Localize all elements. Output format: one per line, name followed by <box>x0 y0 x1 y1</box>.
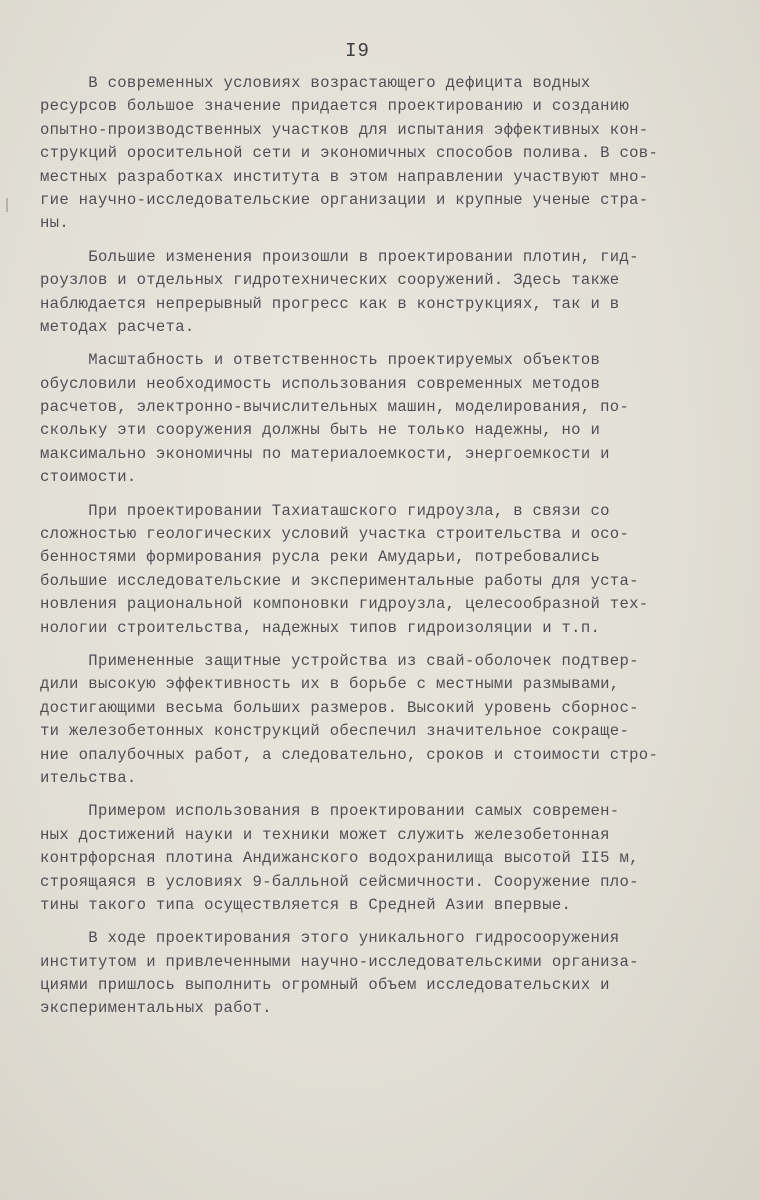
text-line: Примененные защитные устройства из свай-оболочек подтвер- <box>40 651 639 670</box>
text-line: расчетов, электронно-вычислительных машин, моделирования, по- <box>40 398 630 417</box>
margin-mark <box>6 198 8 212</box>
text-line: При проектировании Тахиаташского гидроузла, в связи со <box>40 501 610 520</box>
body-text <box>40 72 680 1021</box>
text-line: тины такого типа осуществляется в Средней Азии впервые. <box>40 895 572 914</box>
text-line: ресурсов большое значение придается проектированию и созданию <box>40 97 630 116</box>
text-line: ительства. <box>40 768 137 787</box>
text-line: гие научно-исследовательские организации и крупные ученые стра- <box>40 190 649 209</box>
text-line: ных достижений науки и техники может служить железобетонная <box>40 825 610 844</box>
text-line: максимально экономичны по материалоемкости, энергоемкости и <box>40 444 610 463</box>
text-line: ны. <box>40 214 69 233</box>
text-line: скольку эти сооружения должны быть не только надежны, но и <box>40 421 601 440</box>
text-line: строящаяся в условиях 9-балльной сейсмичности. Сооружение пло- <box>40 872 639 891</box>
text-line: местных разработках института в этом направлении участвуют мно- <box>40 167 649 186</box>
paragraph <box>40 800 680 917</box>
text-line: роузлов и отдельных гидротехнических сооружений. Здесь также <box>40 271 620 290</box>
text-line: ние опалубочных работ, а следовательно, сроков и стоимости стро- <box>40 745 659 764</box>
text-line: бенностями формирования русла реки Амударьи, потребовались <box>40 548 601 567</box>
text-line: опытно-производственных участков для испытания эффективных кон- <box>40 120 649 139</box>
text-line: сложностью геологических условий участка строительства и осо- <box>40 525 630 544</box>
text-line: экспериментальных работ. <box>40 999 272 1018</box>
text-line: новления рациональной компоновки гидроузла, целесообразной тех- <box>40 595 649 614</box>
text-line: достигающими весьма больших размеров. Высокий уровень сборнос- <box>40 698 639 717</box>
text-line: институтом и привлеченными научно-исследовательскими организа- <box>40 952 639 971</box>
text-line: большие исследовательские и экспериментальные работы для уста- <box>40 571 639 590</box>
text-line: обусловили необходимость использования современных методов <box>40 374 601 393</box>
paragraph <box>40 927 680 1021</box>
page-number: I9 <box>345 40 370 62</box>
text-line: наблюдается непрерывный прогресс как в конструкциях, так и в <box>40 294 620 313</box>
paragraph <box>40 72 680 236</box>
text-line: Масштабность и ответственность проектируемых объектов <box>40 351 601 370</box>
text-line: Примером использования в проектировании самых современ- <box>40 802 620 821</box>
text-line: нологии строительства, надежных типов гидроизоляции и т.п. <box>40 618 601 637</box>
text-line: циями пришлось выполнить огромный объем исследовательских и <box>40 976 610 995</box>
text-line: стоимости. <box>40 468 137 487</box>
text-line: Большие изменения произошли в проектировании плотин, гид- <box>40 247 639 266</box>
text-line: В ходе проектирования этого уникального гидросооружения <box>40 929 620 948</box>
text-line: контрфорсная плотина Андижанского водохранилища высотой II5 м, <box>40 849 639 868</box>
text-line: струкций оросительной сети и экономичных способов полива. В сов- <box>40 144 659 163</box>
paragraph <box>40 349 680 489</box>
text-line: дили высокую эффективность их в борьбе с местными размывами, <box>40 675 620 694</box>
paragraph <box>40 246 680 340</box>
text-line: В современных условиях возрастающего дефицита водных <box>40 74 591 92</box>
paragraph <box>40 650 680 790</box>
paragraph <box>40 500 680 640</box>
text-line: ти железобетонных конструкций обеспечил значительное сокраще- <box>40 722 630 741</box>
text-line: методах расчета. <box>40 317 195 336</box>
